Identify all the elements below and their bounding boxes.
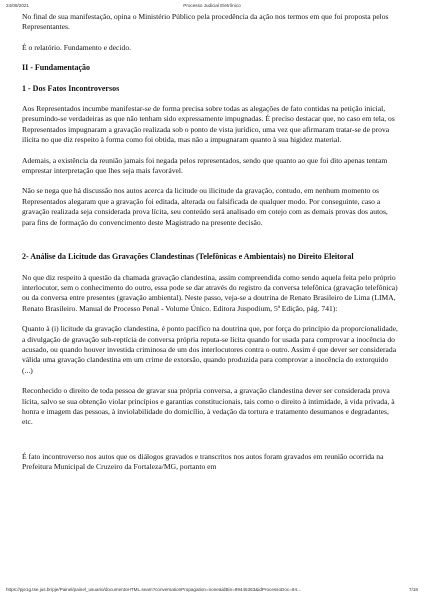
paragraph: Aos Representados incumbe manifestar-se de forma precisa sobre todas as alegações de fato contidas na petição inicial, presumindo-se verdadeiras as que não tenham sido expressamente impugnadas. É preciso destacar que, no caso em tela, os Representados impugnaram a gravação realizada sob o ponto de vista jurídico, uma vez que afirmaram tratar-se de prova ilícita no que diz respeito à forma como foi obtida, mas não a impugnaram quanto à sua higidez material. bbox=[22, 104, 395, 145]
paragraph: No que diz respeito à questão da chamada gravação clandestina, assim compreendida como sendo aquela feita pelo próprio interlocutor, sem o conhecimento do outro, essa pode se dar através do registro da conversa telefônica (gravação telefônica) ou da conversa entre presentes (gravação ambiental). Neste passo, veja-se a doutrina de Renato Brasileiro de Lima (LIMA, Renato Brasileiro. Manual de Processo Penal - Volume Único. Editora Juspodium, 5ª Edição, pág. 741): bbox=[22, 272, 398, 313]
document-body bbox=[22, 12, 400, 473]
print-title: Processo Judicial Eletrônico bbox=[183, 3, 241, 8]
print-url: https://pje1g.tse.jus.br/pje/Painel/painel_usuario/documentoHTML.seam?conversationPropagation=none&idBin=89445363&idProcessoDoc=94… bbox=[6, 587, 302, 592]
paragraph: É fato incontroverso nos autos que os diálogos gravados e transcritos nos autos foram gravados em reunião ocorrida na Prefeitura Municipal de Cruzeiro da Fortaleza/MG, portanto em bbox=[22, 451, 384, 472]
page-number: 7/18 bbox=[409, 587, 418, 592]
print-header bbox=[6, 3, 418, 8]
paragraph: Ademais, a existência da reunião jamais foi negada pelos representados, sendo que quanto ao que foi dito apenas tentam emprestar interpretação que lhes seja mais favorável. bbox=[22, 155, 388, 176]
subsection-heading: 2- Análise da Licitude das Gravações Clandestinas (Telefônicas e Ambientais) no Direito Eleitoral bbox=[22, 252, 354, 262]
print-footer bbox=[6, 587, 418, 592]
paragraph: É o relatório. Fundamento e decido. bbox=[22, 42, 132, 52]
block-quote: Quanto à (i) licitude da gravação clandestina, é ponto pacífico na doutrina que, por força do princípio da proporcionalidade, a divulgação de gravação sub-reptícia de conversa própria reputa-se lícita quando for usada para comprovar a inocência do acusado, ou quando houver investida criminosa de um dos interlocutores contra o outro. Assim é que dever ser considerada válida uma gravação clandestina em um crime de extorsão, quando produzida para comprovar a inocência do extorquido (...) bbox=[22, 324, 398, 375]
paragraph: Não se nega que há discussão nos autos acerca da licitude ou ilicitude da gravação, contudo, em nenhum momento os Representados alegaram que a gravação foi editada, alterada ou falsificada de qualquer modo. Por conseguinte, caso a gravação realizada seja considerada prova lícita, seu conteúdo será analisado em cotejo com as demais provas dos autos, para fins de formação do convencimento deste Magistrado na presente decisão. bbox=[22, 186, 388, 227]
paragraph: No final de sua manifestação, opina o Ministério Público pela procedência da ação nos termos em que foi proposta pelos Representantes. bbox=[22, 12, 389, 32]
print-date: 24/08/2021 bbox=[6, 3, 29, 8]
subsection-heading: 1 - Dos Fatos Incontroversos bbox=[22, 83, 120, 93]
block-quote: Reconhecido o direito de toda pessoa de gravar sua própria conversa, a gravação clandestina dever ser considerada prova lícita, salvo se sua obtenção violar princípios e garantias constitucionais, tais como o direito à intimidade, à vida privada, à honra e imagem das pessoas, à inviolabilidade do domicílio, à vedação da tortura e tratamento desumanos e degradantes, etc. bbox=[22, 386, 395, 427]
section-heading: II - Fundamentação bbox=[22, 63, 91, 73]
